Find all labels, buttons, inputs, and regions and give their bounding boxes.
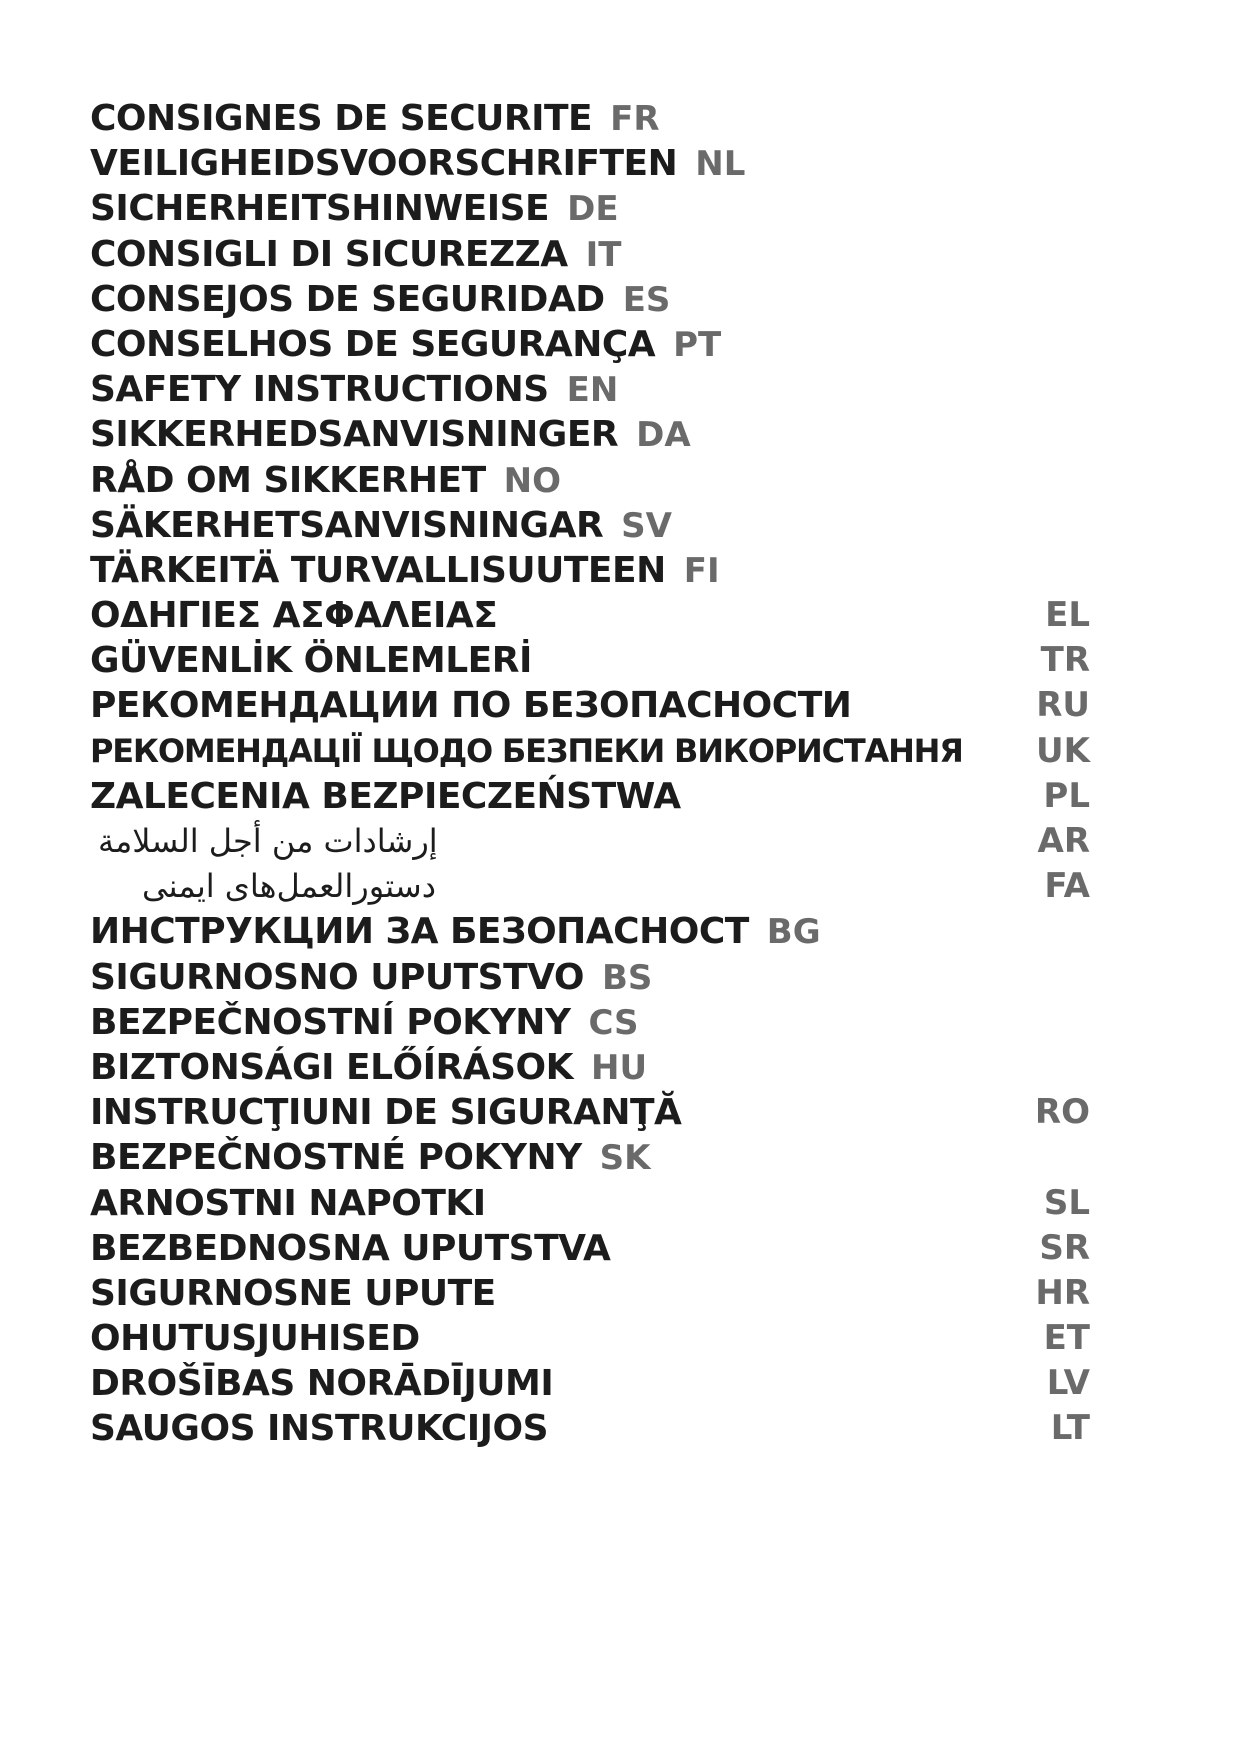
list-item-de: [90, 186, 1090, 231]
language-code: SR: [1039, 1227, 1090, 1268]
language-code: RU: [1036, 685, 1090, 726]
list-item-sv: [90, 503, 1090, 548]
language-code: NO: [503, 460, 562, 501]
language-code: PT: [673, 324, 722, 365]
language-code: LV: [1046, 1363, 1090, 1404]
list-item-it: [90, 232, 1090, 277]
item-title: ИНСТРУКЦИИ ЗА БЕЗОПАСНОСТ: [90, 911, 749, 953]
item-title: SIGURNOSNO UPUTSTVO: [90, 956, 584, 998]
list-item-da: [90, 412, 1090, 457]
language-code: UK: [1036, 730, 1090, 771]
language-code: EL: [1045, 595, 1090, 636]
language-code: AR: [1037, 821, 1090, 861]
list-item-hu: [90, 1045, 1090, 1090]
item-title: CONSIGLI DI SICUREZZA: [90, 233, 568, 275]
item-title: SAFETY INSTRUCTIONS: [90, 369, 549, 411]
language-code: SK: [599, 1138, 651, 1179]
list-item-uk: [90, 729, 1090, 774]
item-title: BEZPEČNOSTNÉ POKYNY: [90, 1137, 582, 1179]
safety-instructions-list: [90, 96, 1090, 1452]
item-title: BEZPEČNOSTNÍ POKYNY: [90, 1001, 571, 1043]
item-title: SÄKERHETSANVISNINGAR: [90, 504, 604, 546]
list-item-bs: [90, 955, 1090, 1000]
language-code: FR: [610, 99, 660, 139]
item-title: CONSEJOS DE SEGURIDAD: [90, 278, 605, 320]
language-code: EN: [566, 370, 619, 411]
language-code: LT: [1050, 1408, 1090, 1449]
item-title: VEILIGHEIDSVOORSCHRIFTEN: [90, 143, 678, 185]
item-title: BIZTONSÁGI ELŐÍRÁSOK: [90, 1046, 574, 1088]
list-item-bg: [90, 909, 1090, 954]
language-code: HR: [1035, 1272, 1090, 1313]
list-item-et: [90, 1316, 1090, 1361]
list-item-tr: [90, 638, 1090, 683]
item-title: SIGURNOSNE UPUTE: [90, 1272, 496, 1314]
list-item-lv: [90, 1361, 1090, 1406]
list-item-lt: [90, 1406, 1090, 1451]
list-item-ru: [90, 683, 1090, 728]
item-title: ARNOSTNI NAPOTKI: [90, 1182, 486, 1224]
list-item-fi: [90, 548, 1090, 593]
item-title: ΟΔΗΓΙΕΣ ΑΣΦΑΛΕΙΑΣ: [90, 595, 498, 637]
list-item-nl: [90, 141, 1090, 186]
item-title: DROŠĪBAS NORĀDĪJUMI: [90, 1363, 554, 1405]
list-item-el: [90, 593, 1090, 638]
item-title: SIKKERHEDSANVISNINGER: [90, 414, 619, 456]
language-code: PL: [1043, 775, 1090, 816]
list-item-pt: [90, 322, 1090, 367]
item-title: CONSIGNES DE SECURITE: [90, 98, 593, 139]
language-code: ET: [1043, 1318, 1090, 1359]
language-code: HU: [591, 1047, 648, 1088]
list-item-sr: [90, 1226, 1090, 1271]
language-code: FI: [683, 550, 720, 591]
item-title: SICHERHEITSHINWEISE: [90, 188, 550, 230]
list-item-fa: [90, 864, 1090, 909]
language-code: NL: [695, 144, 746, 185]
item-title: TÄRKEITÄ TURVALLISUUTEEN: [90, 549, 666, 591]
item-title: РЕКОМЕНДАЦИИ ПО БЕЗОПАСНОСТИ: [90, 685, 852, 727]
language-code: IT: [585, 234, 622, 275]
item-title: РЕКОМЕНДАЦІЇ ЩОДО БЕЗПЕКИ ВИКОРИСТАННЯ: [90, 731, 963, 770]
language-code: CS: [588, 1002, 639, 1043]
item-title: INSTRUCŢIUNI DE SIGURANŢĂ: [90, 1092, 682, 1134]
item-title: RÅD OM SIKKERHET: [90, 459, 486, 501]
item-title: OHUTUSJUHISED: [90, 1318, 420, 1360]
language-code: DE: [567, 189, 619, 230]
item-title: ZALECENIA BEZPIECZEŃSTWA: [90, 775, 681, 817]
list-item-hr: [90, 1271, 1090, 1316]
language-code: RO: [1034, 1092, 1090, 1133]
language-code: TR: [1040, 640, 1090, 681]
list-item-cs: [90, 1000, 1090, 1045]
item-title: BEZBEDNOSNA UPUTSTVA: [90, 1227, 611, 1269]
item-title: SAUGOS INSTRUKCIJOS: [90, 1408, 549, 1450]
language-code: FA: [1044, 866, 1090, 907]
list-item-fr: [90, 96, 1090, 141]
list-item-pl: [90, 774, 1090, 819]
list-item-sl: [90, 1181, 1090, 1226]
language-code: DA: [636, 415, 691, 456]
item-title: GÜVENLİK ÖNLEMLERİ: [90, 640, 532, 682]
language-code: ES: [622, 279, 671, 320]
item-title: إرشادات من أجل السلامة: [98, 822, 438, 860]
list-item-ro: [90, 1090, 1090, 1135]
language-code: SV: [621, 505, 672, 546]
list-item-es: [90, 277, 1090, 322]
list-item-en: [90, 367, 1090, 412]
list-item-sk: [90, 1135, 1090, 1180]
item-title: CONSELHOS DE SEGURANÇA: [90, 323, 656, 365]
item-title: دستورالعمل‌های ایمنی: [142, 867, 436, 906]
language-code: BG: [766, 912, 821, 953]
language-code: BS: [601, 957, 653, 998]
language-code: SL: [1043, 1182, 1090, 1223]
list-item-no: [90, 458, 1090, 503]
list-item-ar: [90, 819, 1090, 864]
